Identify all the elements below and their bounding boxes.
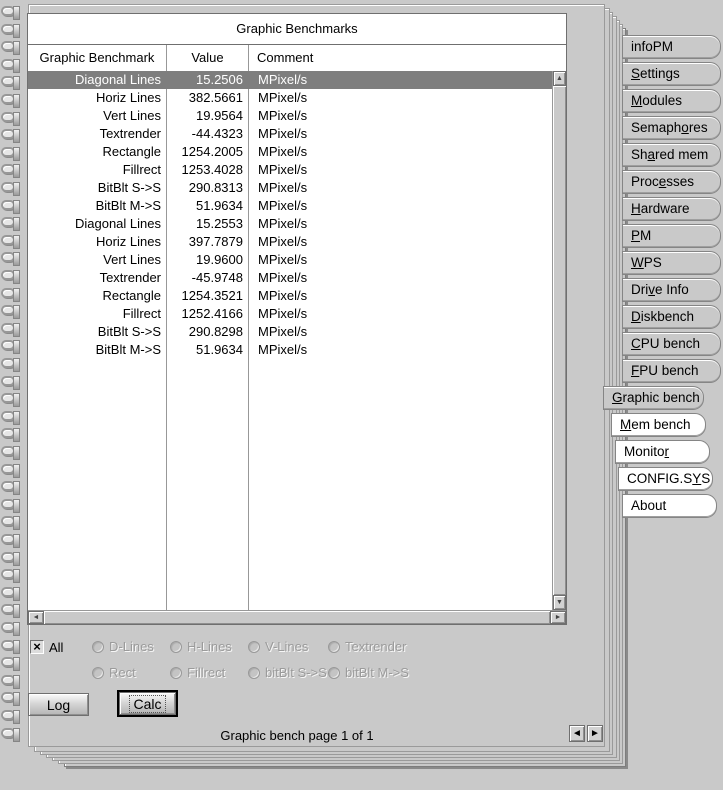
all-checkbox[interactable]: × bbox=[30, 640, 44, 654]
binding-ring bbox=[1, 428, 15, 438]
binding-ring bbox=[1, 94, 15, 104]
binding-ring bbox=[1, 587, 15, 597]
tab-pm[interactable] bbox=[622, 224, 721, 248]
binding-ring bbox=[1, 147, 15, 157]
cell-comment: MPixel/s bbox=[258, 288, 308, 303]
binding-ring bbox=[1, 411, 15, 421]
vertical-scroll-thumb[interactable] bbox=[553, 86, 566, 595]
arrow-right-icon: ► bbox=[590, 728, 600, 739]
cell-value: 1254.2005 bbox=[181, 144, 243, 159]
log-button[interactable] bbox=[28, 693, 89, 716]
tab-settings[interactable] bbox=[622, 62, 721, 86]
binding-ring bbox=[1, 24, 15, 34]
cell-benchmark: Textrender bbox=[99, 126, 161, 141]
radio-textrender bbox=[328, 641, 340, 653]
tab-about[interactable] bbox=[622, 494, 717, 518]
tab-diskbench[interactable] bbox=[622, 305, 721, 329]
binding-ring bbox=[1, 622, 15, 632]
binding-ring bbox=[1, 569, 15, 579]
tab-config-sys[interactable] bbox=[618, 467, 713, 491]
tab-label: WPS bbox=[631, 255, 662, 270]
cell-comment: MPixel/s bbox=[258, 144, 308, 159]
cell-comment: MPixel/s bbox=[258, 234, 308, 249]
table-row[interactable] bbox=[28, 125, 552, 143]
cell-benchmark: Horiz Lines bbox=[95, 90, 161, 105]
cell-benchmark: Textrender bbox=[99, 270, 161, 285]
tab-label: Semaphores bbox=[631, 120, 708, 135]
scroll-left-icon[interactable]: ◄ bbox=[28, 611, 44, 624]
tab-mem-bench[interactable] bbox=[611, 413, 706, 437]
binding-ring bbox=[1, 76, 15, 86]
tab-shared-mem[interactable] bbox=[622, 143, 721, 167]
horizontal-scrollbar[interactable] bbox=[28, 610, 566, 624]
tab-infopm[interactable] bbox=[622, 35, 721, 59]
binding-ring bbox=[1, 534, 15, 544]
calc-default-border bbox=[117, 690, 178, 717]
binding-ring bbox=[1, 252, 15, 262]
tab-semaphores[interactable] bbox=[622, 116, 721, 140]
binding-ring bbox=[1, 464, 15, 474]
scroll-up-icon[interactable]: ▲ bbox=[553, 71, 566, 86]
binding-ring bbox=[1, 112, 15, 122]
tab-graphic-bench[interactable] bbox=[603, 386, 704, 410]
cell-benchmark: Rectangle bbox=[102, 144, 161, 159]
table-row[interactable] bbox=[28, 287, 552, 305]
cell-comment: MPixel/s bbox=[258, 72, 308, 87]
table-title: Graphic Benchmarks bbox=[28, 14, 566, 45]
tab-fpu-bench[interactable] bbox=[622, 359, 721, 383]
binding-ring bbox=[1, 164, 15, 174]
tab-label: Settings bbox=[631, 66, 680, 81]
table-row[interactable] bbox=[28, 215, 552, 233]
cell-benchmark: BitBlt M->S bbox=[95, 198, 161, 213]
cell-comment: MPixel/s bbox=[258, 252, 308, 267]
table-row[interactable] bbox=[28, 89, 552, 107]
table-row[interactable] bbox=[28, 161, 552, 179]
tab-label: PM bbox=[631, 228, 652, 243]
binding-ring bbox=[1, 552, 15, 562]
calc-button-label: Calc bbox=[130, 696, 164, 712]
radio-label-h-lines: H-Lines bbox=[187, 639, 232, 654]
column-header-benchmark: Graphic Benchmark bbox=[28, 45, 167, 71]
cell-comment: MPixel/s bbox=[258, 126, 308, 141]
tab-label: Modules bbox=[631, 93, 683, 108]
tab-monitor[interactable] bbox=[615, 440, 710, 464]
binding-ring bbox=[1, 41, 15, 51]
tab-label: infoPM bbox=[631, 39, 674, 54]
binding-ring bbox=[1, 200, 15, 210]
binding-ring bbox=[1, 499, 15, 509]
cell-value: 290.8313 bbox=[188, 180, 243, 195]
binding-ring bbox=[1, 358, 15, 368]
binding-ring bbox=[1, 270, 15, 280]
radio-label-textrender: Textrender bbox=[345, 639, 407, 654]
tab-label: Drive Info bbox=[631, 282, 689, 297]
tab-label: Monitor bbox=[624, 444, 670, 459]
cell-value: 1254.3521 bbox=[181, 288, 243, 303]
table-row[interactable] bbox=[28, 107, 552, 125]
table-row[interactable] bbox=[28, 341, 552, 359]
cell-value: 290.8298 bbox=[188, 324, 243, 339]
radio-label-v-lines: V-Lines bbox=[265, 639, 309, 654]
page-prev-button[interactable] bbox=[569, 725, 585, 742]
radio-v-lines bbox=[248, 641, 260, 653]
binding-ring bbox=[1, 640, 15, 650]
cell-value: 397.7879 bbox=[188, 234, 243, 249]
binding-ring bbox=[1, 217, 15, 227]
table-row[interactable] bbox=[28, 269, 552, 287]
all-checkbox-label: All bbox=[49, 640, 64, 655]
tab-drive-info[interactable] bbox=[622, 278, 721, 302]
cell-benchmark: Vert Lines bbox=[103, 252, 161, 267]
table-row[interactable] bbox=[28, 71, 552, 89]
tab-cpu-bench[interactable] bbox=[622, 332, 721, 356]
page-status-text: Graphic bench page 1 of 1 bbox=[220, 728, 374, 743]
table-row[interactable] bbox=[28, 251, 552, 269]
cell-benchmark: BitBlt S->S bbox=[97, 324, 161, 339]
binding-ring bbox=[1, 710, 15, 720]
cell-value: 19.9564 bbox=[196, 108, 243, 123]
cell-benchmark: Vert Lines bbox=[103, 108, 161, 123]
binding-ring bbox=[1, 692, 15, 702]
radio-label-bitblt-m-s: bitBlt M->S bbox=[345, 665, 409, 680]
cell-value: -44.4323 bbox=[191, 126, 243, 141]
tab-label: Shared mem bbox=[631, 147, 709, 162]
cell-value: 1252.4166 bbox=[181, 306, 243, 321]
binding-ring bbox=[1, 6, 15, 16]
column-header-value: Value bbox=[167, 45, 249, 71]
tab-processes[interactable] bbox=[622, 170, 721, 194]
table-row[interactable] bbox=[28, 143, 552, 161]
binding-ring bbox=[1, 393, 15, 403]
binding-ring bbox=[1, 129, 15, 139]
radio-label-fillrect: Fillrect bbox=[187, 665, 226, 680]
radio-d-lines bbox=[92, 641, 104, 653]
cell-comment: MPixel/s bbox=[258, 180, 308, 195]
binding-ring bbox=[1, 446, 15, 456]
tab-hardware[interactable] bbox=[622, 197, 721, 221]
cell-comment: MPixel/s bbox=[258, 90, 308, 105]
tab-label: FPU bench bbox=[631, 363, 699, 378]
cell-value: -45.9748 bbox=[191, 270, 243, 285]
cell-benchmark: Fillrect bbox=[122, 306, 161, 321]
binding-ring bbox=[1, 376, 15, 386]
cell-comment: MPixel/s bbox=[258, 198, 308, 213]
cell-value: 1253.4028 bbox=[181, 162, 243, 177]
column-header-comment: Comment bbox=[257, 50, 314, 65]
tab-modules[interactable] bbox=[622, 89, 721, 113]
tab-label: CONFIG.SYS bbox=[627, 471, 711, 486]
benchmark-table bbox=[27, 13, 567, 625]
cell-benchmark: BitBlt S->S bbox=[97, 180, 161, 195]
tab-label: Diskbench bbox=[631, 309, 695, 324]
binding-ring bbox=[1, 728, 15, 738]
radio-fillrect bbox=[170, 667, 182, 679]
tab-label: Hardware bbox=[631, 201, 690, 216]
radio-label-d-lines: D-Lines bbox=[109, 639, 154, 654]
cell-value: 51.9634 bbox=[196, 342, 243, 357]
binding-ring bbox=[1, 182, 15, 192]
scroll-right-icon[interactable]: ► bbox=[550, 611, 566, 624]
table-row[interactable] bbox=[28, 197, 552, 215]
vertical-scrollbar[interactable] bbox=[552, 71, 566, 610]
radio-label-bitblt-s-s: bitBlt S->S bbox=[265, 665, 327, 680]
cell-value: 19.9600 bbox=[196, 252, 243, 267]
radio-h-lines bbox=[170, 641, 182, 653]
benchmark-list bbox=[28, 71, 566, 610]
binding-ring bbox=[1, 288, 15, 298]
radio-bitblt-s-s bbox=[248, 667, 260, 679]
cell-benchmark: Horiz Lines bbox=[95, 234, 161, 249]
tab-label: Graphic bench bbox=[612, 390, 700, 405]
binding-ring bbox=[1, 657, 15, 667]
table-header bbox=[28, 45, 566, 71]
table-row[interactable] bbox=[28, 233, 552, 251]
table-row[interactable] bbox=[28, 323, 552, 341]
binding-ring bbox=[1, 516, 15, 526]
binding-ring bbox=[1, 323, 15, 333]
binding-ring bbox=[1, 235, 15, 245]
cell-comment: MPixel/s bbox=[258, 108, 308, 123]
binding-ring bbox=[1, 340, 15, 350]
cell-comment: MPixel/s bbox=[258, 342, 308, 357]
cell-value: 51.9634 bbox=[196, 198, 243, 213]
cell-value: 15.2553 bbox=[196, 216, 243, 231]
table-row[interactable] bbox=[28, 305, 552, 323]
cell-comment: MPixel/s bbox=[258, 162, 308, 177]
cell-comment: MPixel/s bbox=[258, 270, 308, 285]
tab-label: About bbox=[631, 498, 667, 513]
radio-bitblt-m-s bbox=[328, 667, 340, 679]
page-next-button[interactable] bbox=[587, 725, 603, 742]
cell-benchmark: Diagonal Lines bbox=[74, 72, 161, 87]
radio-label-rect: Rect bbox=[109, 665, 136, 680]
scroll-down-icon[interactable]: ▼ bbox=[553, 595, 566, 610]
horizontal-scroll-thumb[interactable] bbox=[44, 611, 550, 624]
binding-ring bbox=[1, 481, 15, 491]
binding-ring bbox=[1, 59, 15, 69]
cell-comment: MPixel/s bbox=[258, 324, 308, 339]
calc-button[interactable] bbox=[119, 692, 176, 715]
arrow-left-icon: ◄ bbox=[572, 728, 582, 739]
cell-benchmark: BitBlt M->S bbox=[95, 342, 161, 357]
cell-benchmark: Fillrect bbox=[122, 162, 161, 177]
log-button-label: Log bbox=[46, 696, 71, 713]
tab-label: Processes bbox=[631, 174, 695, 189]
binding-ring bbox=[1, 305, 15, 315]
cell-value: 382.5661 bbox=[188, 90, 243, 105]
cell-benchmark: Diagonal Lines bbox=[74, 216, 161, 231]
radio-rect bbox=[92, 667, 104, 679]
cell-comment: MPixel/s bbox=[258, 306, 308, 321]
cell-comment: MPixel/s bbox=[258, 216, 308, 231]
binding-ring bbox=[1, 675, 15, 685]
tab-label: Mem bench bbox=[620, 417, 691, 432]
cell-value: 15.2506 bbox=[196, 72, 243, 87]
tab-label: CPU bench bbox=[631, 336, 701, 351]
tab-wps[interactable] bbox=[622, 251, 721, 275]
cell-benchmark: Rectangle bbox=[102, 288, 161, 303]
table-row[interactable] bbox=[28, 179, 552, 197]
binding-ring bbox=[1, 604, 15, 614]
